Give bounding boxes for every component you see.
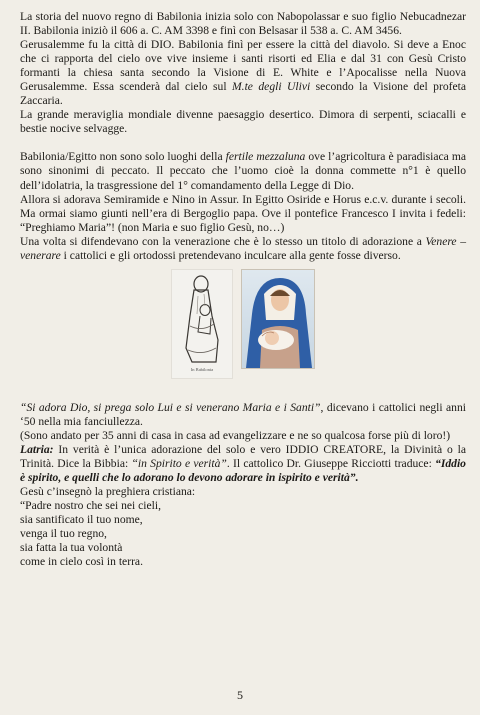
paragraph-catholic-saying: “Si adora Dio, si prega solo Lui e si venerano Maria e i Santi”, dicevano i cattolici negli anni ‘50 nella mia fanciullezza. [20, 400, 466, 428]
paragraph-prayer-intro: Gesù c’insegnò la preghiera cristiana: [20, 485, 196, 499]
paragraph-venerazione: Una volta si difendevano con la venerazione che è lo stesso un titolo di adorazione a Venere – venerare i cattolici e gli ortodossi pretendevano inculcare alla gente fosse diverso. [20, 234, 466, 262]
prayer-line: sia fatta la tua volontà [20, 541, 123, 555]
mother-child-statue-icon [172, 270, 232, 378]
lords-prayer [20, 499, 466, 569]
prayer-line: venga il tuo regno, [20, 527, 107, 541]
paragraph-semiramide: Allora si adorava Semiramide e Nino in Assur. In Egitto Osiride e Horus e.c.v. durante i secoli. Ma ormai siamo giunti nell’era di Bergoglio papa. Ove il pontefice Francesco I invita i fedeli: “Preghiamo Maria”! (non Maria e suo figlio Gesù, no…) [20, 192, 466, 234]
prayer-line: come in cielo così in terra. [20, 555, 143, 569]
prayer-line: sia santificato il tuo nome, [20, 513, 143, 527]
madonna-with-child-icon [242, 270, 314, 368]
paragraph-fertile-crescent: Babilonia/Egitto non sono solo luoghi della fertile mezzaluna ove l’agricoltura è paradisiaca ma sono sinonimi di peccato. Il peccato che l’uomo cioè la donna commette n°1 è quello dell’idolatria, la trasgressione del 1° comandamento della Legge di Dio. [20, 150, 466, 192]
statue-image [171, 269, 233, 379]
paragraph-desert: La grande meraviglia mondiale divenne paesaggio desertico. Dimora di serpenti, sciacalli e bestie nocive selvagge. [20, 108, 466, 136]
illustrations [20, 269, 466, 379]
madonna-image [241, 269, 315, 369]
paragraph-jerusalem: Gerusalemme fu la città di DIO. Babilonia finì per essere la città del diavolo. Si deve a Enoc che ci rapporta del cielo ove vive insieme i santi risorti ed Elia e dal 31 con Gesù Cristo formanti la chiesa santa secondo la Visione di E. White e l’Apocalisse nella Nuova Gerusalemme. Essa scenderà dal cielo sul M.te degli Ulivi secondo la Visione del profeta Zaccaria. [20, 38, 466, 108]
paragraph-latria: Latria: In verità è l’unica adorazione del solo e vero IDDIO CREATORE, la Divinità o la Trinità. Dice la Bibbia: “in Spirito e verità”. Il cattolico Dr. Giuseppe Ricciotti traduce: “Iddio è spirito, e quelli che lo adorano lo devono adorare in ispirito e verità”. [20, 442, 466, 485]
paragraph-babilonia-origins: La storia del nuovo regno di Babilonia inizia solo con Nabopolassar e suo figlio Nebucadnezar II. Babilonia iniziò il 606 a. C. AM 3398 e finì con Belsasar il 538 a. C. AM 3456. [20, 10, 466, 38]
paragraph-evangelizing: (Sono andato per 35 anni di casa in casa ad evangelizzare e ne so qualcosa forse più di loro!) [20, 428, 451, 442]
page-number: 5 [237, 688, 243, 702]
prayer-line: “Padre nostro che sei nei cieli, [20, 499, 162, 513]
statue-caption: In Babilonia [190, 366, 214, 372]
